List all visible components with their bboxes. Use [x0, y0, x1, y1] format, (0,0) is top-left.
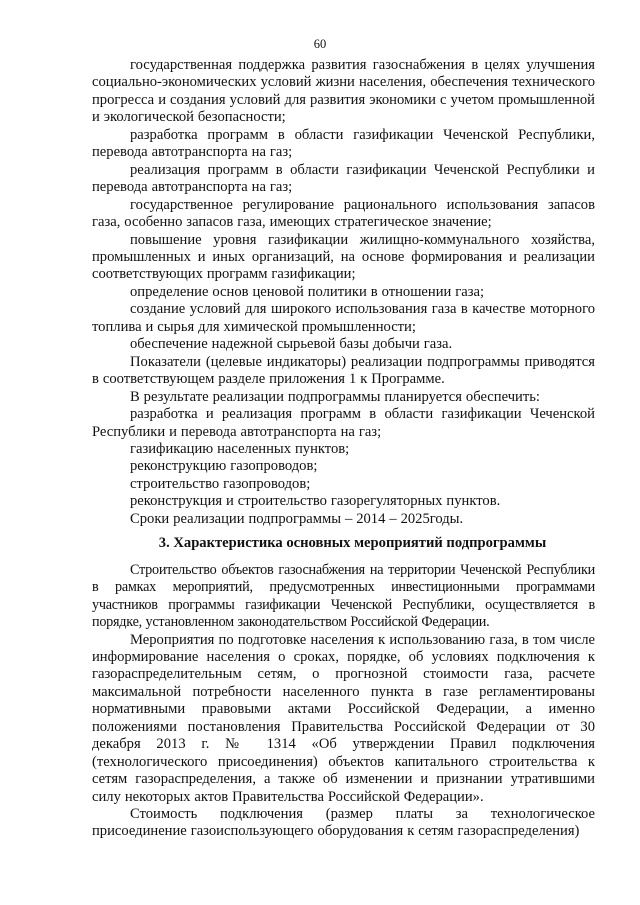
paragraph: создание условий для широкого использования газа в качестве моторного топлива и сырья для химической промышленности; — [92, 301, 595, 335]
paragraph: повышение уровня газификации жилищно-коммунального хозяйства, промышленных и иных организаций, на основе формирования и реализации соответствующих программ газификации; — [92, 231, 595, 283]
paragraph: реконструкция и строительство газорегуляторных пунктов. — [130, 493, 501, 510]
paragraph: В результате реализации подпрограммы планируется обеспечить: — [130, 388, 540, 405]
paragraph: разработка и реализация программ в области газификации Чеченской Республики и перевода автотранспорта на газ; — [92, 406, 595, 440]
paragraph: реализация программ в области газификации Чеченской Республики и перевода автотранспорта на газ; — [92, 161, 595, 196]
paragraph: разработка программ в области газификации Чеченской Республики, перевода автотранспорта на газ; — [92, 126, 595, 161]
paragraph: Показатели (целевые индикаторы) реализации подпрограммы приводятся в соответствующем разделе приложения 1 к Программе. — [92, 353, 595, 388]
paragraph: Сроки реализации подпрограммы – 2014 – 2025годы. — [130, 510, 464, 527]
paragraph: определение основ ценовой политики в отношении газа; — [130, 283, 485, 300]
paragraph: Строительство объектов газоснабжения на территории Чеченской Республики в рамках мероприятий, предусмотренных инвестиционными программами участников программы газификации Чеченской Республики, осуществляется в порядке, установленном законодательством Российской Федерации. — [92, 561, 595, 631]
section-heading: 3. Характеристика основных мероприятий подпрограммы — [158, 535, 547, 552]
paragraph: реконструкцию газопроводов; — [130, 458, 318, 475]
paragraph: государственная поддержка развития газоснабжения в целях улучшения социально-экономических условий жизни населения, обеспечения технического прогресса и создания условий для развития экономики с учетом промышленной и экологической безопасности; — [92, 57, 595, 126]
paragraph: обеспечение надежной сырьевой базы добычи газа. — [130, 336, 453, 353]
document-body — [92, 57, 595, 841]
paragraph: государственное регулирование рационального использования запасов газа, особенно запасов газа, имеющих стратегическое значение; — [92, 196, 595, 231]
paragraph: Стоимость подключения (размер платы за технологическое присоединение газоиспользующего оборудования к сетям газораспределения) — [92, 806, 595, 840]
paragraph: строительство газопроводов; — [130, 475, 311, 492]
paragraph: газификацию населенных пунктов; — [130, 440, 350, 457]
page-number: 60 — [313, 37, 327, 51]
paragraph: Мероприятия по подготовке населения к использованию газа, в том числе информирование населения о сроках, порядке, об условиях подключения к газораспределительным сетям, о прогнозной стоимости газа, расчете максимальной потребности населенного пункта в газе регламентированы нормативными правовыми актами Российской Федерации, а именно положениями постановления Правительства Российской Федерации от 30 декабря 2013 г. № 1314 «Об утверждении Правил подключения (технологического присоединения) объектов капитального строительства к сетям газораспределения, а также об изменении и признании утратившими силу некоторых актов Правительства Российской Федерации». — [92, 631, 595, 805]
